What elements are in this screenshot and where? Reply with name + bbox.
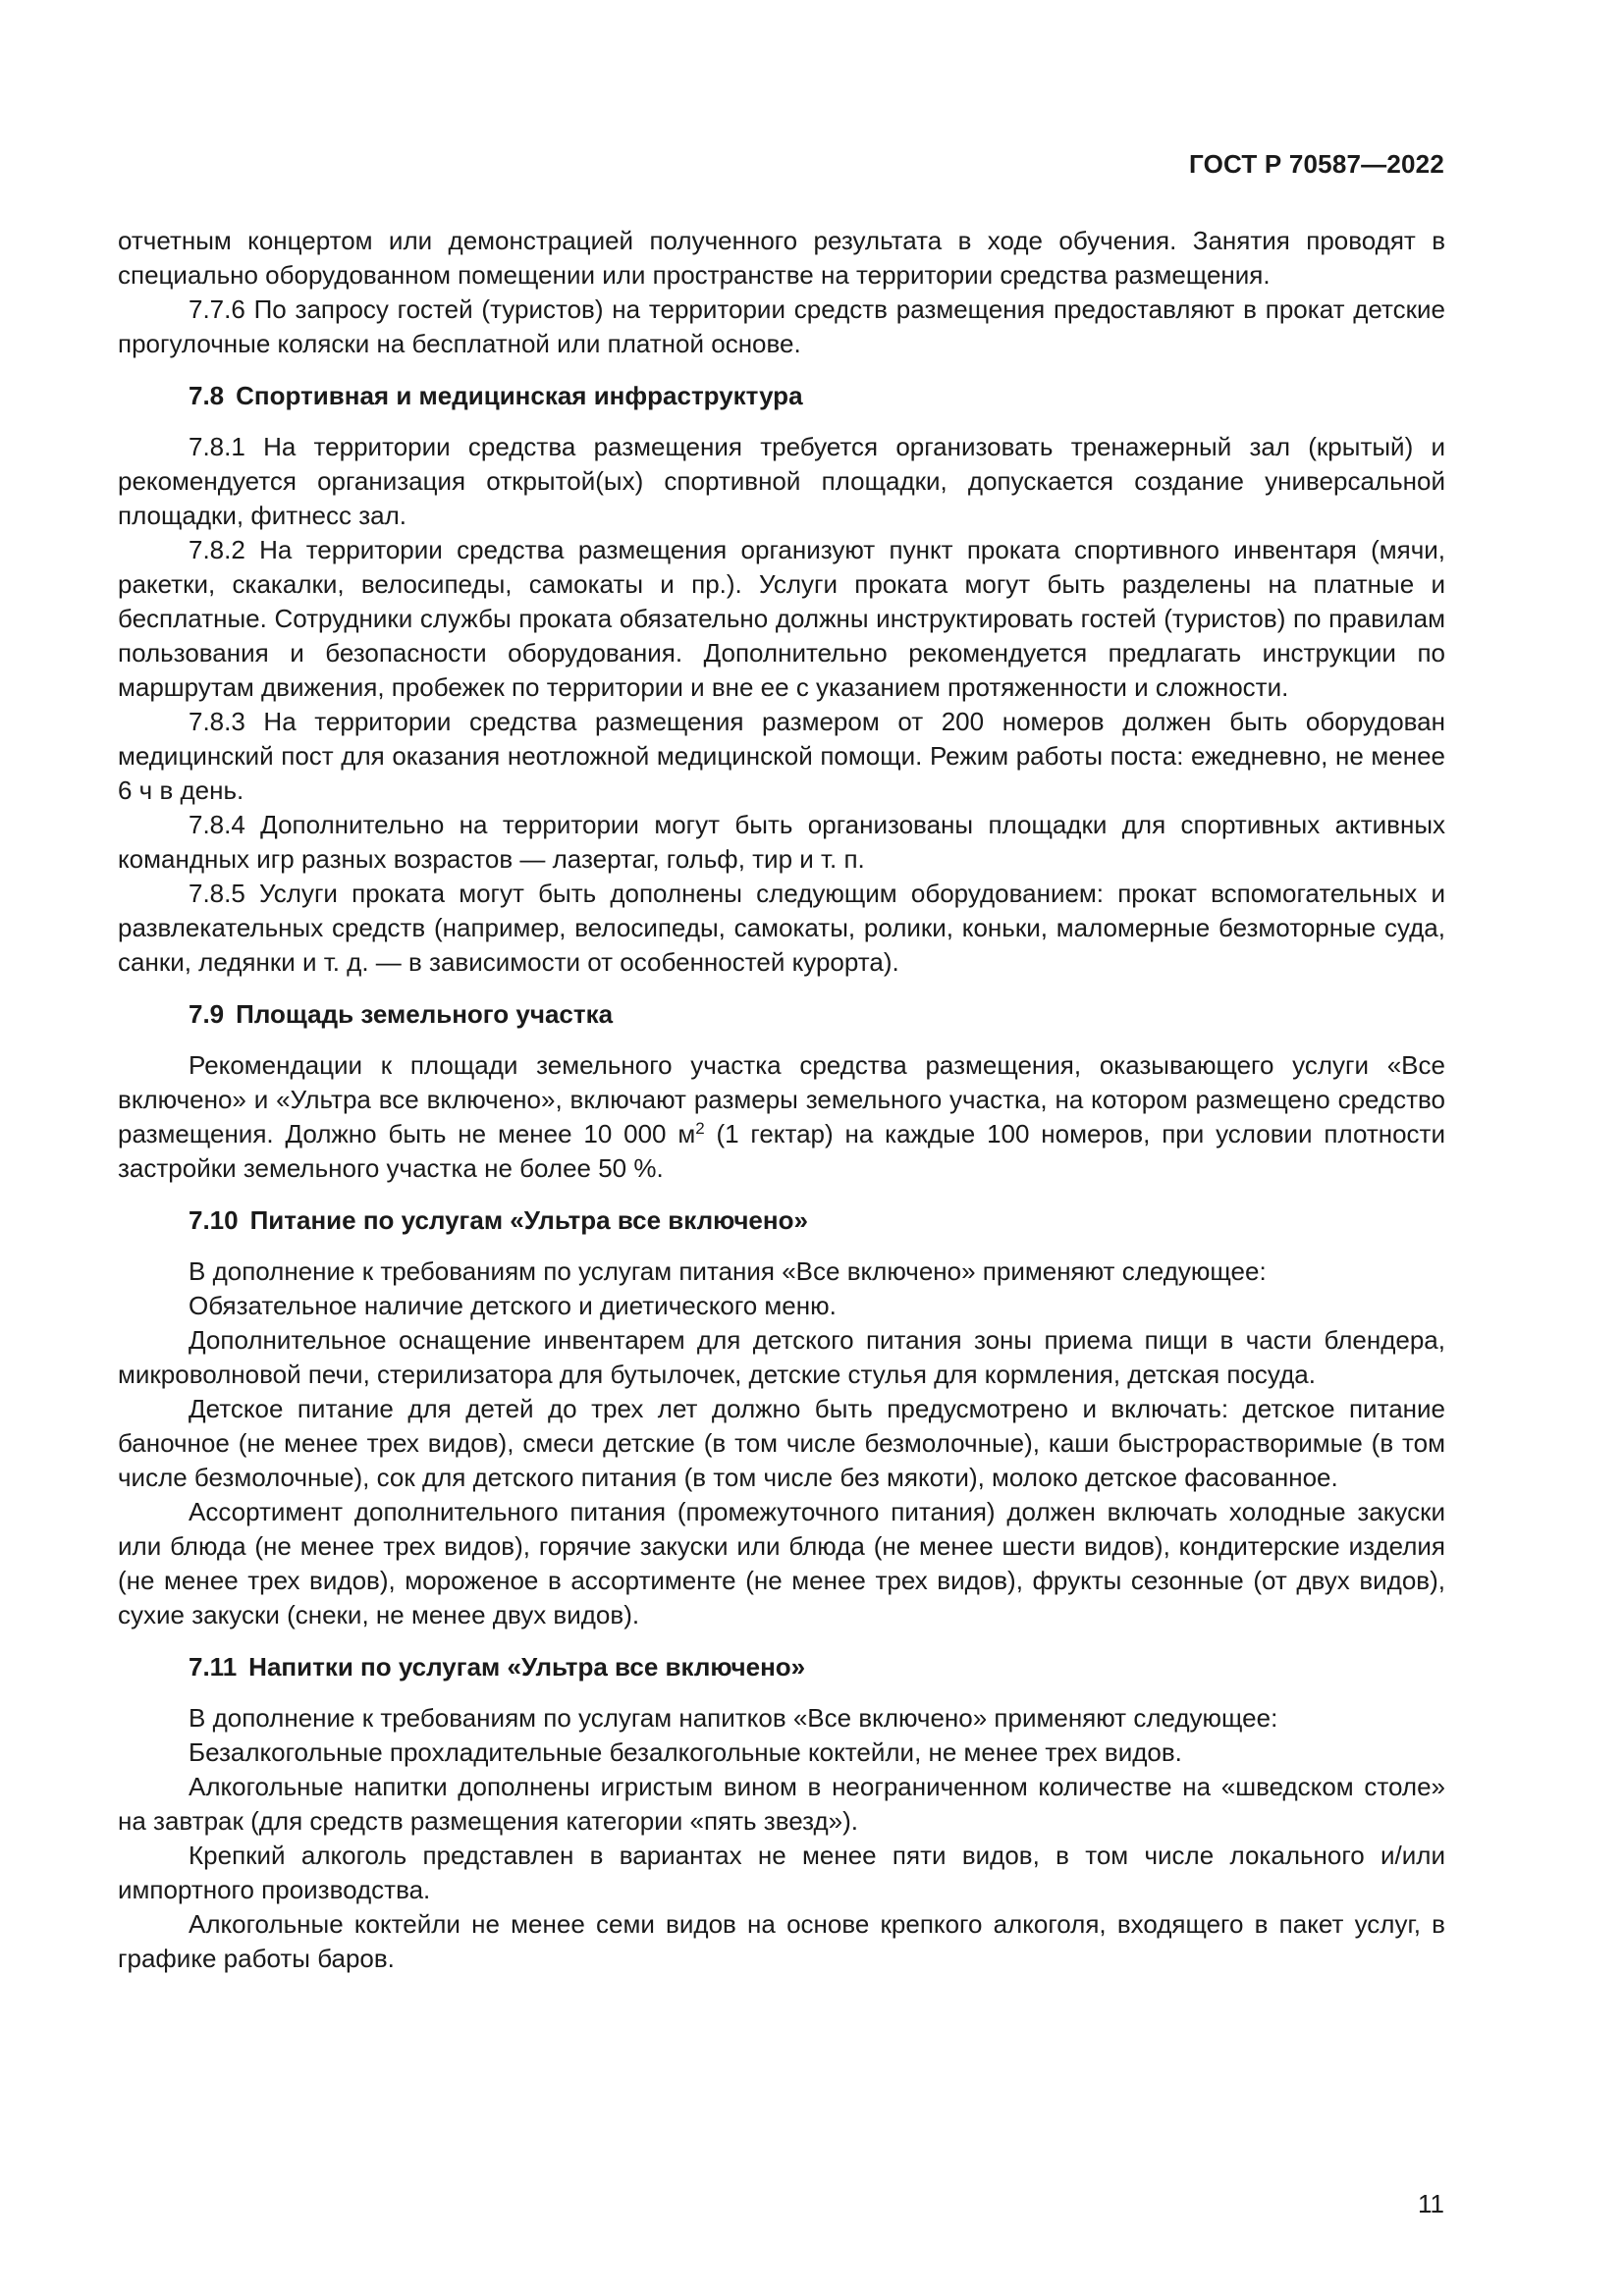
paragraph-7-8-3: 7.8.3 На территории средства размещения размером от 200 номеров должен быть оборудован медицинский пост для оказания неотложной медицинской помощи. Режим работы поста: ежедневно, не менее 6 ч в день. xyxy=(118,707,1445,805)
paragraph-7-10-baby-food: Детское питание для детей до трех лет должно быть предусмотрено и включать: детское питание баночное (не менее трех видов), смеси детские (в том числе безмолочные), каши быстрорастворимые (в том числе безмолочные), сок для детского питания (в том числе без мякоти), молоко детское фасованное. xyxy=(118,1394,1445,1492)
section-number: 7.11 xyxy=(189,1652,238,1682)
paragraph-7-10-intro: В дополнение к требованиям по услугам питания «Все включено» применяют следующее: xyxy=(189,1256,1267,1286)
paragraph-7-11-sparkling-wine: Алкогольные напитки дополнены игристым вином в неограниченном количестве на «шведском столе» на завтрак (для средств размещения категории «пять звезд»). xyxy=(118,1772,1445,1836)
section-number: 7.8 xyxy=(189,381,225,410)
paragraph-7-10-menu: Обязательное наличие детского и диетического меню. xyxy=(189,1291,837,1320)
section-number: 7.9 xyxy=(189,999,225,1029)
section-title: Площадь земельного участка xyxy=(236,999,614,1029)
document-body xyxy=(118,224,1445,1976)
page-number: 11 xyxy=(1418,2189,1444,2218)
paragraph-7-9-land-area xyxy=(118,1048,1445,1186)
paragraph-text-part: (1 гектар) на каждые 100 номеров, при условии плотности застройки земельного участка не более 50 %. xyxy=(118,1119,1445,1183)
paragraph-7-8-5: 7.8.5 Услуги проката могут быть дополнены следующим оборудованием: прокат вспомогательных и развлекательных средств (например, велосипеды, самокаты, ролики, коньки, маломерные безмоторные суда, санки, ледянки и т. д. — в зависимости от особенностей курорта). xyxy=(118,879,1445,977)
section-heading-7-8 xyxy=(118,379,1445,413)
paragraph-7-11-strong-alcohol: Крепкий алкоголь представлен в вариантах не менее пяти видов, в том числе локального и/или импортного производства. xyxy=(118,1841,1445,1904)
section-title: Питание по услугам «Ультра все включено» xyxy=(249,1205,808,1235)
paragraph-7-10-snacks: Ассортимент дополнительного питания (промежуточного питания) должен включать холодные закуски или блюда (не менее трех видов), горячие закуски или блюда (не менее шести видов), кондитерские изделия (не менее трех видов), мороженое в ассортименте (не менее трех видов), фрукты сезонные (от двух видов), сухие закуски (снеки, не менее двух видов). xyxy=(118,1497,1445,1629)
paragraph-7-8-2: 7.8.2 На территории средства размещения организуют пункт проката спортивного инвентаря (мячи, ракетки, скакалки, велосипеды, самокаты и пр.). Услуги проката могут быть разделены на платные и бесплатные. Сотрудники службы проката обязательно должны инструктировать гостей (туристов) по правилам пользования и безопасности оборудования. Дополнительно рекомендуется предлагать инструкции по маршрутам движения, пробежек по территории и вне ее с указанием протяженности и сложности. xyxy=(118,535,1445,702)
section-title: Спортивная и медицинская инфраструктура xyxy=(236,381,803,410)
section-heading-7-9 xyxy=(118,997,1445,1032)
paragraph-7-7-6: 7.7.6 По запросу гостей (туристов) на территории средств размещения предоставляют в прокат детские прогулочные коляски на бесплатной или платной основе. xyxy=(118,294,1445,358)
paragraph-7-11-cocktails: Алкогольные коктейли не менее семи видов на основе крепкого алкоголя, входящего в пакет услуг, в графике работы баров. xyxy=(118,1909,1445,1973)
paragraph-7-11-soft-drinks: Безалкогольные прохладительные безалкогольные коктейли, не менее трех видов. xyxy=(189,1737,1182,1767)
paragraph-continuation: отчетным концертом или демонстрацией полученного результата в ходе обучения. Занятия проводят в специально оборудованном помещении или пространстве на территории средства размещения. xyxy=(118,226,1445,290)
section-title: Напитки по услугам «Ультра все включено» xyxy=(248,1652,806,1682)
paragraph-7-11-intro: В дополнение к требованиям по услугам напитков «Все включено» применяют следующее: xyxy=(189,1703,1278,1733)
superscript-exponent: 2 xyxy=(695,1119,705,1138)
paragraph-text-part: Рекомендации к площади земельного участка средства размещения, оказывающего услуги «Все включено» и «Ультра все включено», включают размеры земельного участка, на котором размещено средство размещения. Должно быть не менее 10 000 м xyxy=(118,1050,1445,1148)
section-heading-7-11 xyxy=(118,1650,1445,1684)
paragraph-7-8-1: 7.8.1 На территории средства размещения требуется организовать тренажерный зал (крытый) и рекомендуется организация открытой(ых) спортивной площадки, допускается создание универсальной площадки, фитнесс зал. xyxy=(118,432,1445,530)
paragraph-7-10-equipment: Дополнительное оснащение инвентарем для детского питания зоны приема пищи в части блендера, микроволновой печи, стерилизатора для бутылочек, детские стулья для кормления, детская посуда. xyxy=(118,1325,1445,1389)
section-heading-7-10 xyxy=(118,1203,1445,1238)
section-number: 7.10 xyxy=(189,1205,239,1235)
document-code-header: ГОСТ Р 70587—2022 xyxy=(1189,149,1444,179)
paragraph-7-8-4: 7.8.4 Дополнительно на территории могут быть организованы площадки для спортивных активных командных игр разных возрастов — лазертаг, гольф, тир и т. п. xyxy=(118,810,1445,874)
